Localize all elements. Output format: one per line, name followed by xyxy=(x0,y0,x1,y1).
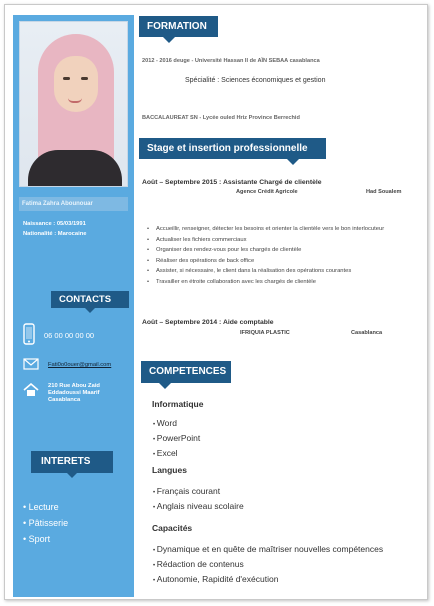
job1-location: Had Soualem xyxy=(366,189,402,195)
informatique-heading: Informatique xyxy=(152,399,204,409)
list-item: • Actualiser les fichiers commerciaux xyxy=(147,236,407,245)
job1-tasks xyxy=(147,225,407,289)
list-item: • Excel xyxy=(153,447,200,462)
list-item: • Assister, si nécessaire, le client dans la réalisation des opérations courantes xyxy=(147,267,407,276)
list-item: • Anglais niveau scolaire xyxy=(153,500,244,515)
job1-title: Août – Septembre 2015 : Assistante Chargé de clientèle xyxy=(142,179,322,186)
list-item: • Accueillir, renseigner, détecter les besoins et orienter la clientèle vers le bon interlocuteur xyxy=(147,225,407,234)
formation-bac: BACCALAUREAT SN - Lycée ouled Hriz Province Berrechid xyxy=(142,115,300,121)
list-item: • Réaliser des opérations de back office xyxy=(147,257,407,266)
job2-company: IFRIQUIA PLASTIC xyxy=(240,330,290,336)
formation-heading: FORMATION xyxy=(139,16,218,37)
langues-list xyxy=(153,485,244,515)
interets-list xyxy=(23,499,68,547)
email-link[interactable]: Fati0o0ouer@gmail.com xyxy=(48,362,112,368)
cv-page xyxy=(4,4,428,600)
langues-heading: Langues xyxy=(152,465,187,475)
list-item: • Lecture xyxy=(23,499,68,515)
competences-heading: COMPETENCES xyxy=(141,361,231,383)
list-item: • Word xyxy=(153,417,200,432)
stage-heading: Stage et insertion professionnelle xyxy=(139,138,326,159)
contact-address xyxy=(23,383,114,404)
personal-info xyxy=(23,219,86,239)
list-item: • Organiser des rendez-vous pour les chargés de clientèle xyxy=(147,246,407,255)
phone-number: 06 00 00 00 00 xyxy=(44,330,95,340)
envelope-icon xyxy=(23,358,39,372)
address-text: 210 Rue Abou Zaid Eddadoussi Maarif Casablanca xyxy=(48,383,100,403)
job2-location: Casablanca xyxy=(351,330,383,336)
sidebar xyxy=(13,15,134,597)
capacites-heading: Capacités xyxy=(152,523,193,533)
formation-degree: 2012 - 2016 deuge - Université Hassan II de AÏN SEBAA casablanca xyxy=(142,58,320,64)
job1-company: Agence Crédit Agricole xyxy=(236,189,298,195)
contact-phone xyxy=(23,323,94,347)
interets-heading: INTERETS xyxy=(31,451,113,473)
job2-title: Août – Septembre 2014 : Aide comptable xyxy=(142,319,274,326)
contact-email[interactable] xyxy=(23,358,111,372)
list-item: • Travailler en étroite collaboration avec les chargés de clientèle xyxy=(147,278,407,287)
phone-icon xyxy=(23,323,35,347)
capacites-list xyxy=(153,543,383,588)
list-item: • PowerPoint xyxy=(153,432,200,447)
list-item: • Dynamique et en quête de maîtriser nouvelles compétences xyxy=(153,543,383,558)
home-icon xyxy=(23,383,39,399)
list-item: • Français courant xyxy=(153,485,244,500)
contacts-heading: CONTACTS xyxy=(51,291,129,308)
list-item: • Sport xyxy=(23,531,68,547)
nationality: Nationalité : Marocaine xyxy=(23,231,87,237)
list-item: • Pâtisserie xyxy=(23,515,68,531)
formation-specialite: Spécialité : Sciences économiques et gestion xyxy=(185,77,326,84)
person-name: Fatima Zahra Abounouar xyxy=(19,197,128,211)
list-item: • Autonomie, Rapidité d'exécution xyxy=(153,573,383,588)
birth-date: Naissance : 05/03/1991 xyxy=(23,221,86,227)
profile-photo xyxy=(19,21,128,187)
informatique-list xyxy=(153,417,200,462)
list-item: • Rédaction de contenus xyxy=(153,558,383,573)
